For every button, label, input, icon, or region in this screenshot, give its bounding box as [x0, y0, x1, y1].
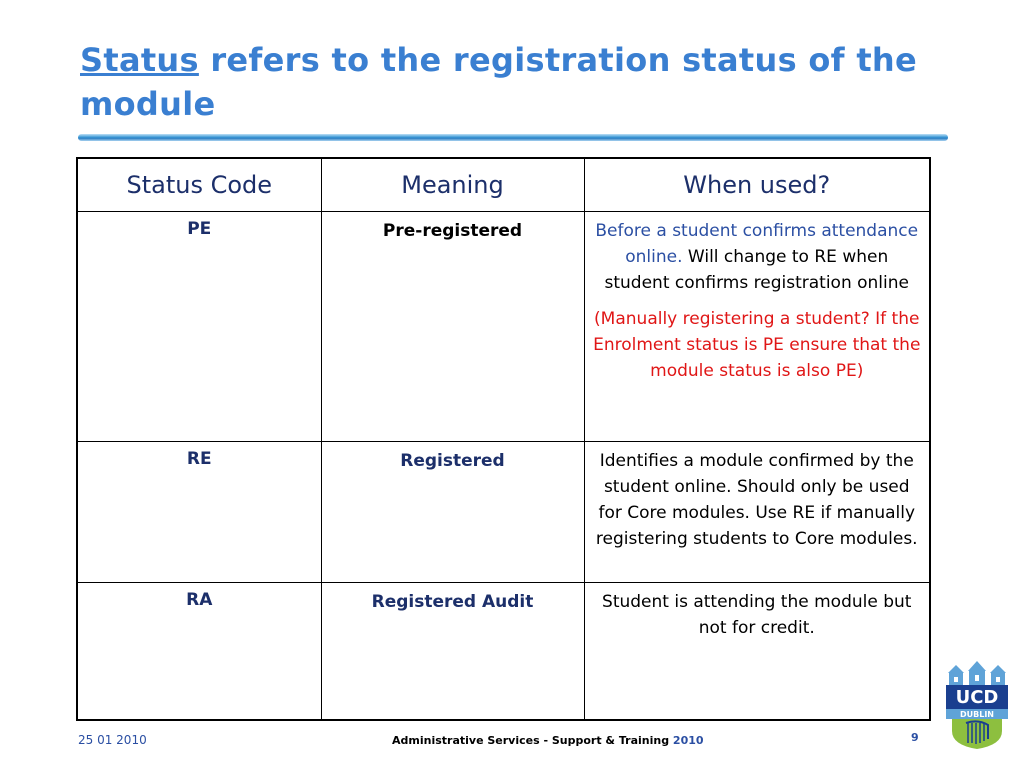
when-used-cell [584, 212, 930, 442]
header-status-code: Status Code [77, 158, 321, 212]
table-row [77, 212, 930, 442]
footer-title [392, 734, 704, 747]
logo-ucd-text: UCD [955, 687, 999, 708]
castle-icon [948, 661, 1006, 685]
ucd-logo [944, 653, 1010, 749]
manual-registration-note: (Manually registering a student? If the Enrolment status is PE ensure that the module status is also PE) [593, 309, 921, 381]
title-status-link[interactable]: Status [80, 41, 199, 79]
logo-dublin-text: DUBLIN [959, 710, 995, 719]
when-used-black-text: Will change to RE when student confirms registration online [604, 247, 909, 293]
table-header-row [77, 158, 930, 212]
meaning-cell: Pre-registered [321, 212, 584, 442]
header-when-used: When used? [584, 158, 930, 212]
meaning-cell: Registered [321, 442, 584, 583]
table-row [77, 442, 930, 583]
status-table [76, 157, 931, 721]
when-used-blue-text: Before a student confirms attendance online. [595, 221, 919, 267]
when-used-cell: Identifies a module confirmed by the student online. Should only be used for Core modules. Use RE if manually registering students to Core modules. [584, 442, 930, 583]
footer-year: 2010 [672, 734, 704, 747]
harp-shield-icon [952, 719, 1002, 749]
footer-title-text: Administrative Services - Support & Training [392, 734, 673, 747]
when-used-text [593, 218, 922, 296]
status-code-cell: PE [77, 212, 321, 442]
status-code-cell: RA [77, 583, 321, 721]
status-code-cell: RE [77, 442, 321, 583]
title-text: refers to the registration status of the module [80, 41, 918, 123]
table-row [77, 583, 930, 721]
header-meaning: Meaning [321, 158, 584, 212]
meaning-cell: Registered Audit [321, 583, 584, 721]
page-number: 9 [911, 731, 919, 744]
slide-title [80, 38, 960, 126]
when-used-cell: Student is attending the module but not for credit. [584, 583, 930, 721]
footer-date: 25 01 2010 [78, 733, 147, 747]
title-divider [78, 134, 948, 141]
